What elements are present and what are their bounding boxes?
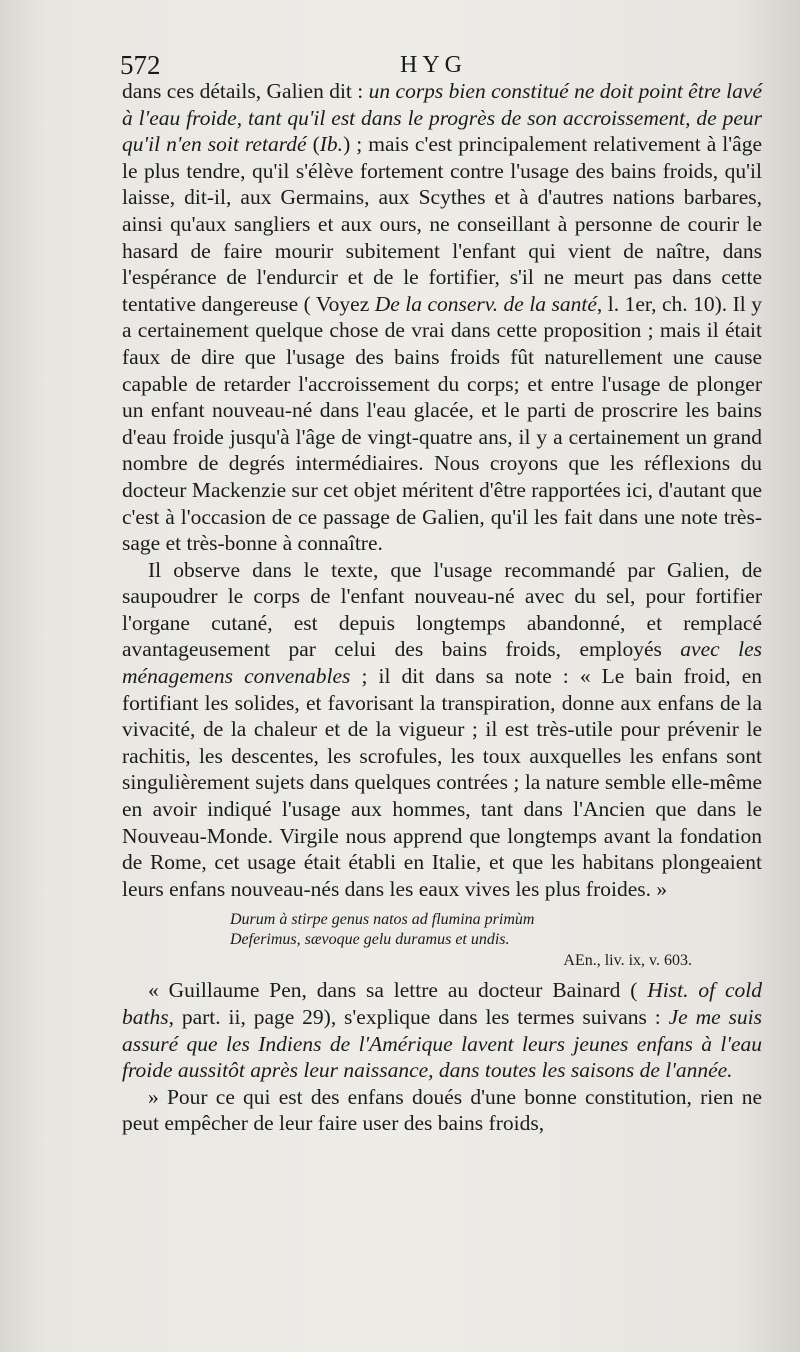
verse-line-2: Deferimus, sævoque gelu duramus et undis. (230, 931, 510, 949)
running-head: HYG (400, 52, 467, 78)
italic-quote: un corps bien constitué ne doit point être lavé à l'eau froide, tant qu'il est dans le progrès de son accroissement, de peur qu'il n'en soit retardé (122, 79, 762, 157)
italic-title: Hist. of cold baths (122, 978, 762, 1029)
text-run: ( (306, 132, 320, 157)
body-text (122, 78, 762, 1137)
text-run: , l. 1er, ch. 10). Il y a certainement quelque chose de vrai dans cette proposition ; mais il était faux de dire que l'usage des bains froids fût naturellement une cause capable de retarder l'accroissement du corps; et entre l'usage de plonger un enfant nouveau-né dans l'eau glacée, et le parti de proscrire les bains d'eau froide jusqu'à l'âge de vingt-quatre ans, il y a certainement un grand nombre de degrés intermédiaires. Nous croyons que les réflexions du docteur Mackenzie sur cet objet méritent d'être rapportées ici, d'autant que c'est à l'occasion de ce passage de Galien, qu'il les fait dans une note très-sage et très-bonne à connaître. (122, 291, 762, 556)
verse-line-1: Durum à stirpe genus natos ad flumina primùm (230, 911, 535, 929)
italic-quote: Je me suis assuré que les Indiens de l'Amérique lavent leurs jeunes enfans à l'eau froide aussitôt après leur naissance, dans toutes les saisons de l'année. (122, 1005, 762, 1083)
italic-ref: Ib. (319, 132, 344, 157)
paragraph-4 (122, 1084, 762, 1137)
paragraph-2 (122, 557, 762, 903)
verse-citation: AEn., liv. ix, v. 603. (563, 952, 692, 970)
text-run: » Pour ce qui est des enfans doués d'une bonne constitution, rien ne peut empêcher de leur faire user des bains froids, (122, 1084, 762, 1136)
paragraph-1 (122, 78, 762, 557)
page-number: 572 (120, 50, 161, 80)
italic-title: De la conserv. de la santé (374, 291, 597, 316)
paragraph-3 (122, 977, 762, 1083)
latin-verse (122, 910, 762, 950)
text-run: « Guillaume Pen, dans sa lettre au docteur Bainard ( (148, 978, 648, 1003)
text-run: ; il dit dans sa note : « Le bain froid, en fortifiant les solides, et favorisant la transpiration, donne aux enfans de la vivacité, de la chaleur et de la vigueur ; il est très-utile pour prévenir le rachitis, les descentes, les scrofules, les toux auxquelles les enfans sont singulièrement sujets dans quelques contrées ; la nature semble elle-même en avoir indiqué l'usage aux hommes, tant dans l'Ancien que dans le Nouveau-Monde. Virgile nous apprend que longtemps avant la fondation de Rome, cet usage était établi en Italie, et que les habitans plongeaient leurs enfans nouveau-nés dans les eaux vives les plus froides. » (122, 664, 763, 901)
italic-phrase: avec les ménagemens convenables (122, 637, 762, 689)
text-run: dans ces détails, Galien dit : (122, 79, 369, 103)
text-run: , part. ii, page 29), s'explique dans les termes suivans : (168, 1005, 669, 1029)
text-run: ) ; mais c'est principalement relativement à l'âge le plus tendre, qu'il s'élève fortement contre l'usage des bains froids, qu'il laisse, dit-il, aux Germains, aux Scythes et à d'autres nations barbares, ainsi qu'aux sangliers et aux ours, ne conseillant à personne de courir le hasard de faire mourir subitement l'enfant qui vient de naître, dans l'espérance de l'endurcir et de le fortifier, s'il ne meurt pas dans cette tentative dangereuse ( Voyez (122, 132, 762, 316)
text-run: Il observe dans le texte, que l'usage recommandé par Galien, de saupoudrer le corps de l'enfant nouveau-né avec du sel, pour fortifier l'organe cutané, est depuis longtemps abandonné, et remplacé avantageusement par celui des bains froids, employés (122, 557, 762, 662)
